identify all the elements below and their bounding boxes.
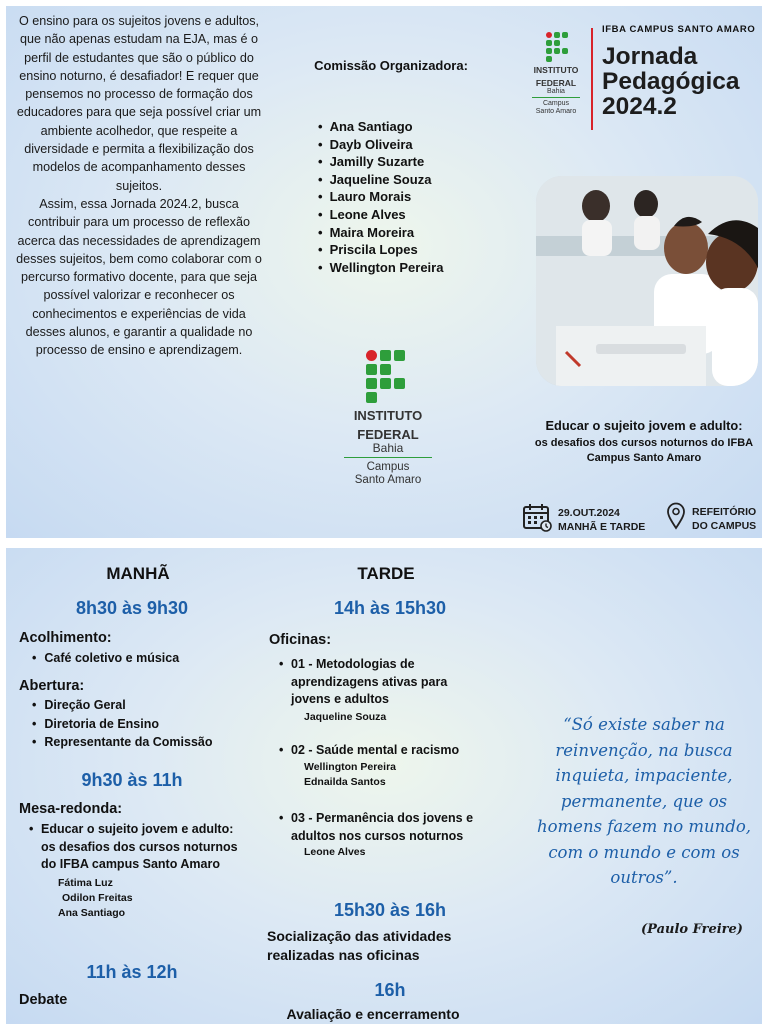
ifba-logo-mark-icon bbox=[366, 350, 440, 403]
committee-member: • Wellington Pereira bbox=[318, 259, 443, 277]
logo-federal-line: FEDERAL bbox=[357, 427, 419, 442]
intro-paragraph-2: Assim, essa Jornada 2024.2, busca contribuir para um processo de reflexão acerca das necessidades de aprendizagem desses sujeitos, bem como colaborar com o percurso formativo docente, para que seja possível valorizar e reconhecer os conhecimentos e experiências de vida desses alunos, e garantir a qualidade no processo de ensino e aprendizagem. bbox=[16, 196, 262, 358]
logo-institute-line: INSTITUTO bbox=[533, 65, 579, 75]
opening-label: Abertura: bbox=[19, 678, 85, 694]
opening-list bbox=[32, 696, 213, 752]
committee-member: • Priscila Lopes bbox=[318, 241, 443, 259]
event-location-line-1: REFEITÓRIO bbox=[692, 505, 757, 518]
workshop-item-3: • 03 - Permanência dos jovens e adultos nos cursos noturnos bbox=[291, 810, 473, 845]
logo-campus-line: Campus bbox=[366, 461, 410, 473]
students-classroom-photo bbox=[536, 176, 758, 386]
facilitator-name: Wellington Pereira bbox=[304, 761, 396, 773]
event-title-line-2: Pedagógica bbox=[602, 68, 740, 95]
list-item: • Representante da Comissão bbox=[32, 733, 213, 752]
quote-line: permanente, que os bbox=[560, 791, 728, 811]
welcome-label: Acolhimento: bbox=[19, 630, 112, 646]
ifba-logo-mark-icon bbox=[546, 32, 584, 62]
quote-line: outros”. bbox=[610, 868, 678, 887]
calendar-icon bbox=[522, 502, 552, 537]
list-item: • Café coletivo e música bbox=[32, 649, 179, 668]
afternoon-slot-2-time: 15h30 às 16h bbox=[333, 900, 447, 920]
roundtable-label: Mesa-redonda: bbox=[19, 801, 123, 817]
committee-list bbox=[318, 118, 443, 276]
logo-state-line: Bahia bbox=[547, 88, 565, 95]
committee-member: • Leone Alves bbox=[318, 206, 443, 224]
committee-member: • Jamilly Suzarte bbox=[318, 153, 443, 171]
workshop-item-2: • 02 - Saúde mental e racismo bbox=[291, 742, 459, 760]
quote-line: homens fazem no mundo, bbox=[536, 817, 752, 836]
event-title bbox=[602, 44, 762, 119]
workshop-1-line-2: aprendizagens ativas para bbox=[291, 674, 448, 689]
list-item: • Diretoria de Ensino bbox=[32, 715, 213, 734]
morning-slot-3-time: 11h às 12h bbox=[86, 962, 178, 982]
event-date-period: MANHÃ E TARDE bbox=[558, 520, 646, 533]
event-location-line-2: DO CAMPUS bbox=[692, 519, 757, 532]
roundtable-topic-line-1: Educar o sujeito jovem e adulto: bbox=[41, 822, 234, 836]
event-title-line-3: 2024.2 bbox=[602, 93, 677, 120]
facilitator-name: Ednailda Santos bbox=[304, 776, 386, 788]
logo-campus-line: Campus bbox=[542, 100, 570, 107]
workshops-label: Oficinas: bbox=[269, 632, 332, 648]
event-location bbox=[666, 502, 756, 535]
afternoon-slot-1-time: 14h às 15h30 bbox=[333, 598, 447, 618]
speaker-name: Fátima Luz bbox=[58, 877, 113, 889]
committee-member: • Lauro Morais bbox=[318, 188, 443, 206]
workshop-item-1: • 01 - Metodologias de aprendizagens ativas para jovens e adultos bbox=[291, 656, 447, 709]
logo-campus-name: Santo Amaro bbox=[354, 474, 422, 487]
ifba-logo-header bbox=[528, 32, 584, 116]
ifba-logo-center bbox=[336, 350, 440, 487]
quote-line: inquieta, impaciente, bbox=[555, 766, 733, 785]
socialization-line-2: realizadas nas oficinas bbox=[267, 946, 420, 963]
morning-slot-2-time: 9h30 às 11h bbox=[81, 770, 183, 790]
committee-member: • Ana Santiago bbox=[318, 118, 443, 136]
logo-campus-name: Santo Amaro bbox=[535, 108, 577, 116]
committee-member: • Dayb Oliveira bbox=[318, 136, 443, 154]
workshop-3-line-2: adultos nos cursos noturnos bbox=[291, 828, 464, 843]
debate-label: Debate bbox=[19, 992, 68, 1008]
location-pin-icon bbox=[666, 502, 686, 535]
tagline-sub: os desafios dos cursos noturnos do IFBA Campus Santo Amaro bbox=[534, 437, 754, 464]
morning-title: MANHÃ bbox=[106, 564, 170, 583]
tagline-main: Educar o sujeito jovem e adulto: bbox=[545, 418, 743, 433]
quote-author: (Paulo Freire) bbox=[641, 922, 743, 937]
committee-member: • Jaqueline Souza bbox=[318, 171, 443, 189]
quote-line: reinvenção, na busca bbox=[555, 740, 733, 760]
quote-line: “Só existe saber na bbox=[563, 715, 725, 734]
facilitator-name: Leone Alves bbox=[304, 846, 366, 858]
event-date bbox=[522, 502, 645, 537]
campus-tag: IFBA CAMPUS SANTO AMARO bbox=[602, 24, 756, 35]
roundtable-speakers bbox=[58, 876, 133, 921]
intro-paragraph-1: O ensino para os sujeitos jovens e adultos, que não apenas estudam na EJA, mas é o perfil de estudantes que são o público do ensino noturno, é desafiador! E requer que pensemos no processo de formação dos educadores para que seja possível criar um ambiente acolhedor, que respeite a diversidade e permita a flexibilização dos modelos de acompanhamento desses sujeitos. bbox=[16, 14, 262, 193]
logo-institute-line: INSTITUTO bbox=[353, 408, 423, 423]
closing-label: Avaliação e encerramento bbox=[286, 1006, 460, 1022]
committee-member: • Maira Moreira bbox=[318, 224, 443, 242]
speaker-name: Ana Santiago bbox=[58, 907, 126, 919]
welcome-list bbox=[32, 649, 179, 668]
roundtable-topic: • Educar o sujeito jovem e adulto: os desafios dos cursos noturnos do IFBA campus Santo Amaro bbox=[41, 821, 238, 874]
brochure-front-panel bbox=[6, 6, 762, 538]
workshop-1-line-3: jovens e adultos bbox=[291, 692, 389, 706]
event-title-line-1: Jornada bbox=[602, 43, 698, 70]
brochure-schedule-panel bbox=[6, 548, 762, 1024]
facilitator-name: Jaqueline Souza bbox=[304, 711, 387, 723]
workshop-1-line-1: 01 - Metodologias de bbox=[291, 657, 415, 671]
header-divider bbox=[591, 28, 593, 130]
socialization-text bbox=[267, 927, 451, 964]
logo-state-line: Bahia bbox=[372, 441, 404, 455]
workshop-3-facilitators bbox=[304, 845, 365, 860]
intro-text bbox=[14, 12, 264, 360]
list-item: • Direção Geral bbox=[32, 696, 213, 715]
workshop-1-facilitators bbox=[304, 710, 386, 725]
workshop-2-line-1: 02 - Saúde mental e racismo bbox=[291, 743, 460, 757]
afternoon-slot-3-time: 16h bbox=[374, 980, 406, 1000]
roundtable-topic-line-3: do IFBA campus Santo Amaro bbox=[41, 857, 220, 871]
logo-federal-line: FEDERAL bbox=[535, 77, 577, 88]
event-date-day: 29.OUT.2024 bbox=[558, 506, 620, 519]
committee-title: Comissão Organizadora: bbox=[314, 58, 468, 73]
socialization-line-1: Socialização das atividades bbox=[267, 928, 452, 944]
speaker-name: Odilon Freitas bbox=[62, 892, 133, 904]
afternoon-title: TARDE bbox=[357, 564, 415, 583]
workshop-2-facilitators bbox=[304, 760, 396, 790]
roundtable-topic-line-2: os desafios dos cursos noturnos bbox=[41, 839, 238, 854]
morning-slot-1-time: 8h30 às 9h30 bbox=[75, 598, 189, 618]
paulo-freire-quote bbox=[526, 712, 762, 891]
quote-line: com o mundo e com os bbox=[548, 842, 740, 862]
workshop-3-line-1: 03 - Permanência dos jovens e bbox=[291, 811, 474, 825]
